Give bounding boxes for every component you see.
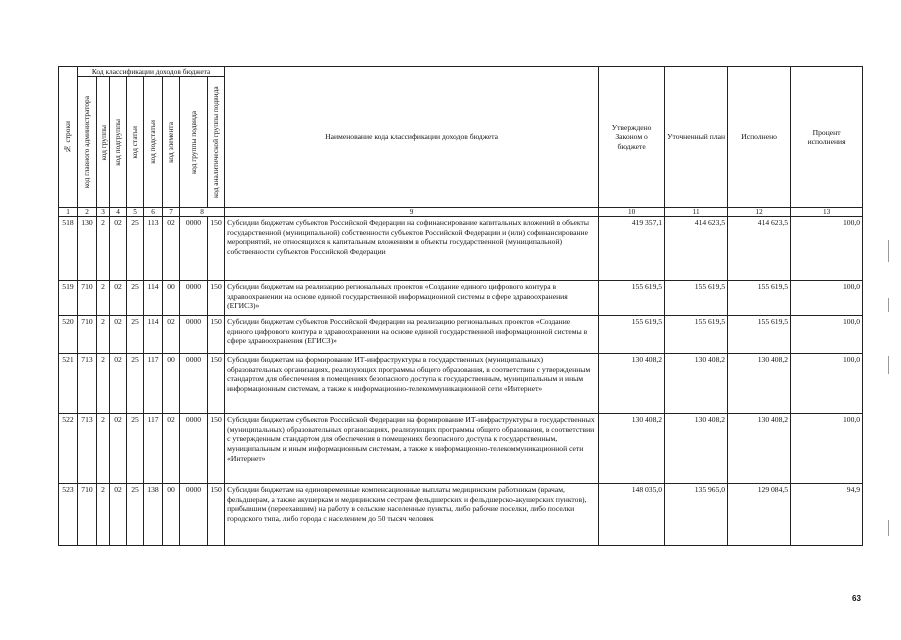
- header-approved: Утверждено Законом о бюджете: [599, 67, 665, 208]
- cell-approved: 155 619,5: [599, 316, 665, 354]
- column-number: 2: [78, 208, 97, 217]
- cell-executed: 130 408,2: [728, 354, 791, 414]
- cell-admin: 713: [78, 414, 97, 484]
- cell-row-no: 523: [59, 484, 78, 546]
- cell-refined: 130 408,2: [665, 414, 728, 484]
- table-row: [59, 281, 863, 316]
- cell-article: 25: [127, 484, 144, 546]
- cell-approved: 419 357,1: [599, 217, 665, 281]
- binding-mark: [888, 356, 889, 374]
- cell-row-no: 518: [59, 217, 78, 281]
- cell-executed: 414 623,5: [728, 217, 791, 281]
- cell-subarticle: 114: [144, 316, 163, 354]
- cell-admin: 130: [78, 217, 97, 281]
- column-number: 12: [728, 208, 791, 217]
- cell-subarticle: 117: [144, 354, 163, 414]
- cell-subgroup: 02: [110, 484, 127, 546]
- column-number: 1: [59, 208, 78, 217]
- column-number: 9: [225, 208, 599, 217]
- cell-refined: 130 408,2: [665, 354, 728, 414]
- cell-row-no: 521: [59, 354, 78, 414]
- cell-analytic-group: 150: [208, 354, 225, 414]
- column-number: 6: [144, 208, 163, 217]
- header-element: код элемента: [163, 77, 180, 208]
- cell-name: Субсидии бюджетам субъектов Российской Федерации на формирование ИТ-инфраструктуры в государственных (муниципальных) образовательных организациях, реализующих программы общего образования, в соответствии с утвержденным стандартом для обеспечения в помещениях безопасного доступа к государственным, муниципальным и иным информационным системам, а также к информационно-телекоммуникационной сети «Интернет»: [225, 414, 599, 484]
- cell-subarticle: 117: [144, 414, 163, 484]
- cell-element: 00: [163, 281, 180, 316]
- column-number: 13: [791, 208, 863, 217]
- cell-subtype-group: 0000: [180, 414, 208, 484]
- header-analytic-group: код аналитической группы подвида: [208, 77, 225, 208]
- table-body: [59, 208, 863, 546]
- header-refined: Уточненный план: [665, 67, 728, 208]
- cell-subtype-group: 0000: [180, 354, 208, 414]
- cell-article: 25: [127, 217, 144, 281]
- binding-mark: [888, 240, 889, 262]
- cell-group: 2: [97, 316, 110, 354]
- cell-percent: 100,0: [791, 354, 863, 414]
- cell-subtype-group: 0000: [180, 217, 208, 281]
- cell-executed: 155 619,5: [728, 316, 791, 354]
- cell-subarticle: 113: [144, 217, 163, 281]
- cell-subgroup: 02: [110, 354, 127, 414]
- cell-percent: 100,0: [791, 281, 863, 316]
- column-number: 4: [110, 208, 127, 217]
- cell-name: Субсидии бюджетам на формирование ИТ-инфраструктуры в государственных (муниципальных) образовательных организациях, реализующих программы общего образования, в соответствии с утвержденным стандартом для обеспечения в помещениях безопасного доступа к государственным, муниципальным и иным информационным системам, а также к информационно-телекоммуникационной сети «Интернет»: [225, 354, 599, 414]
- cell-group: 2: [97, 281, 110, 316]
- cell-subtype-group: 0000: [180, 281, 208, 316]
- header-group: код группы: [97, 77, 110, 208]
- header-article: код статьи: [127, 77, 144, 208]
- table-row: [59, 484, 863, 546]
- cell-group: 2: [97, 484, 110, 546]
- cell-refined: 135 965,0: [665, 484, 728, 546]
- cell-article: 25: [127, 414, 144, 484]
- binding-mark: [888, 298, 889, 312]
- cell-group: 2: [97, 217, 110, 281]
- cell-subgroup: 02: [110, 281, 127, 316]
- cell-executed: 155 619,5: [728, 281, 791, 316]
- header-row-no: № строки: [59, 67, 78, 208]
- cell-admin: 710: [78, 281, 97, 316]
- cell-name: Субсидии бюджетам субъектов Российской Федерации на софинансирование капитальных вложений в объекты государственной (муниципальной) собственности субъектов Российской Федерации и (или) софинансирование мероприятий, не относящихся к капитальным вложениям в объекты государственной (муниципальной) собственности субъектов Российской Федерации: [225, 217, 599, 281]
- header-classification-group: Код классификации доходов бюджета: [78, 67, 225, 77]
- cell-executed: 129 084,5: [728, 484, 791, 546]
- table-row: [59, 414, 863, 484]
- cell-row-no: 522: [59, 414, 78, 484]
- cell-approved: 130 408,2: [599, 354, 665, 414]
- cell-analytic-group: 150: [208, 484, 225, 546]
- table-row: [59, 354, 863, 414]
- column-number: 5: [127, 208, 144, 217]
- cell-approved: 130 408,2: [599, 414, 665, 484]
- cell-analytic-group: 150: [208, 281, 225, 316]
- header-admin: код главного администратора: [78, 77, 97, 208]
- binding-mark: [888, 520, 889, 536]
- header-executed: Исполнено: [728, 67, 791, 208]
- cell-row-no: 519: [59, 281, 78, 316]
- cell-subtype-group: 0000: [180, 484, 208, 546]
- page-number: 63: [852, 594, 861, 603]
- header-name: Наименование кода классификации доходов бюджета: [225, 67, 599, 208]
- cell-percent: 100,0: [791, 217, 863, 281]
- column-number: 7: [163, 208, 180, 217]
- table-row: [59, 217, 863, 281]
- cell-subtype-group: 0000: [180, 316, 208, 354]
- cell-name: Субсидии бюджетам на единовременные компенсационные выплаты медицинским работникам (врачам, фельдшерам, а также акушеркам и медицинским сестрам фельдшерских и фельдшерско-акушерских пунктов), прибывшим (переехавшим) на работу в сельские населенные пункты, либо рабочие поселки, либо поселки городского типа, либо города с населением до 50 тысяч человек: [225, 484, 599, 546]
- cell-element: 02: [163, 217, 180, 281]
- column-number: 3: [97, 208, 110, 217]
- cell-group: 2: [97, 354, 110, 414]
- cell-admin: 710: [78, 484, 97, 546]
- header-subgroup: код подгруппы: [110, 77, 127, 208]
- cell-percent: 100,0: [791, 414, 863, 484]
- cell-element: 00: [163, 484, 180, 546]
- header-percent: Процент исполнения: [791, 67, 863, 208]
- column-number: 10: [599, 208, 665, 217]
- cell-name: Субсидии бюджетам субъектов Российской Федерации на реализацию региональных проектов «Создание единого цифрового контура в здравоохранении на основе единой государственной информационной системы в сфере здравоохранения (ЕГИСЗ)»: [225, 316, 599, 354]
- cell-element: 02: [163, 316, 180, 354]
- cell-row-no: 520: [59, 316, 78, 354]
- cell-element: 02: [163, 414, 180, 484]
- cell-element: 00: [163, 354, 180, 414]
- cell-name: Субсидии бюджетам на реализацию региональных проектов «Создание единого цифрового контура в здравоохранении на основе единой государственной информационной системы в сфере здравоохранения (ЕГИСЗ)»: [225, 281, 599, 316]
- cell-admin: 713: [78, 354, 97, 414]
- cell-group: 2: [97, 414, 110, 484]
- cell-refined: 155 619,5: [665, 281, 728, 316]
- cell-article: 25: [127, 281, 144, 316]
- cell-analytic-group: 150: [208, 414, 225, 484]
- column-numbers-row: [59, 208, 863, 217]
- cell-subarticle: 138: [144, 484, 163, 546]
- cell-article: 25: [127, 354, 144, 414]
- cell-approved: 155 619,5: [599, 281, 665, 316]
- cell-subgroup: 02: [110, 217, 127, 281]
- cell-subgroup: 02: [110, 316, 127, 354]
- table-header: [59, 67, 863, 208]
- cell-subarticle: 114: [144, 281, 163, 316]
- column-number: 8: [180, 208, 225, 217]
- header-subtype-group: код группы подвида: [180, 77, 208, 208]
- cell-approved: 148 035,0: [599, 484, 665, 546]
- cell-admin: 710: [78, 316, 97, 354]
- header-subarticle: код подстатьи: [144, 77, 163, 208]
- cell-subgroup: 02: [110, 414, 127, 484]
- cell-article: 25: [127, 316, 144, 354]
- cell-analytic-group: 150: [208, 316, 225, 354]
- table-row: [59, 316, 863, 354]
- cell-percent: 94,9: [791, 484, 863, 546]
- cell-refined: 155 619,5: [665, 316, 728, 354]
- cell-percent: 100,0: [791, 316, 863, 354]
- column-number: 11: [665, 208, 728, 217]
- cell-executed: 130 408,2: [728, 414, 791, 484]
- budget-revenue-table: [58, 66, 863, 546]
- cell-refined: 414 623,5: [665, 217, 728, 281]
- cell-analytic-group: 150: [208, 217, 225, 281]
